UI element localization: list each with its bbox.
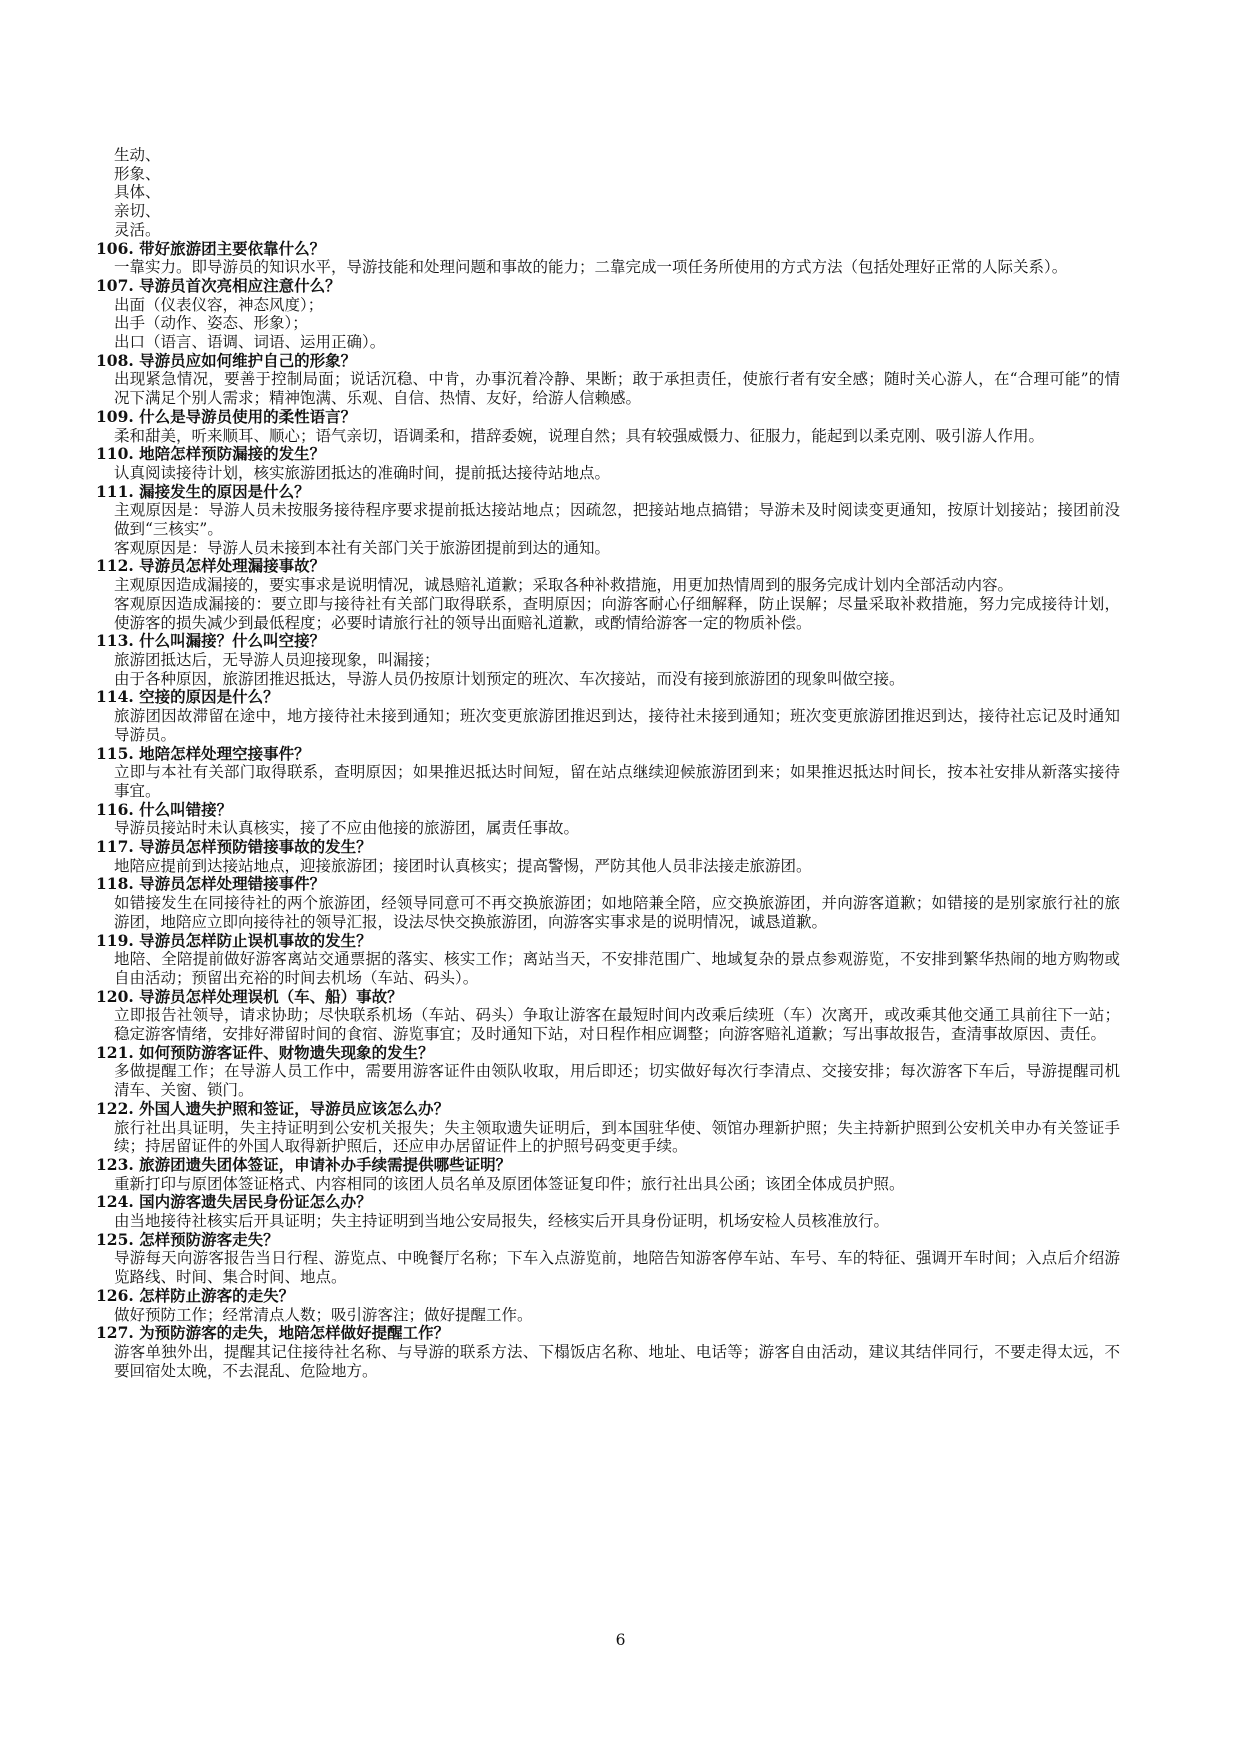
answer-paragraph: 出口（语言、语调、词语、运用正确）。 bbox=[114, 333, 386, 352]
intro-item: 灵活。 bbox=[114, 220, 161, 239]
answer-paragraph: 游客单独外出，提醒其记住接待社名称、与导游的联系方法、下榻饭店名称、地址、电话等；游客自由活动，建议其结伴同行，不要走得太远，不要回宿处太晚，不去混乱、危险地方。 bbox=[114, 1343, 1120, 1380]
document-body bbox=[96, 146, 1120, 1380]
qa-entry bbox=[96, 1231, 1120, 1287]
answer-paragraph: 主观原因是：导游人员未按服务接待程序要求提前抵达接站地点；因疏忽，把接站地点搞错；导游未及时阅读变更通知，按原计划接站；接团前没做到“三核实”。 bbox=[114, 501, 1120, 539]
answer-paragraph: 重新打印与原团体签证格式、内容相同的该团人员名单及原团体签证复印件；旅行社出具公函；该团全体成员护照。 bbox=[114, 1174, 905, 1193]
qa-entry bbox=[96, 445, 1120, 482]
question-heading: 126. 怎样防止游客的走失？ bbox=[96, 1285, 295, 1305]
qa-entry bbox=[96, 688, 1120, 744]
answer-paragraph: 旅行社出具证明，失主持证明到公安机关报失；失主领取遗失证明后，到本国驻华使、领馆办理新护照；失主持新护照到公安机关申办有关签证手续；持居留证件的外国人取得新护照后，还应申办居留证件上的护照号码变更手续。 bbox=[114, 1118, 1120, 1156]
question-heading: 125. 怎样预防游客走失？ bbox=[96, 1229, 279, 1249]
qa-entry bbox=[96, 932, 1120, 988]
question-heading: 117. 导游员怎样预防错接事故的发生？ bbox=[96, 837, 372, 857]
question-heading: 124. 国内游客遗失居民身份证怎么办？ bbox=[96, 1192, 372, 1212]
answer-paragraph: 由于各种原因，旅游团推迟抵达，导游人员仍按原计划预定的班次、车次接站，而没有接到旅游团的现象叫做空接。 bbox=[114, 669, 905, 688]
answer-paragraph: 客观原因是：导游人员未接到本社有关部门关于旅游团提前到达的通知。 bbox=[114, 538, 611, 557]
answer-paragraph: 地陪、全陪提前做好游客离站交通票据的落实、核实工作；离站当天，不安排范围广、地域复杂的景点参观游览，不安排到繁华热闹的地方购物或自由活动；预留出充裕的时间去机场（车站、码头）。 bbox=[114, 950, 1120, 987]
question-heading: 109. 什么是导游员使用的柔性语言？ bbox=[96, 406, 357, 426]
question-heading: 113. 什么叫漏接？什么叫空接？ bbox=[96, 631, 326, 651]
answer-paragraph: 如错接发生在同接待社的两个旅游团，经领导同意可不再交换旅游团；如地陪兼全陪，应交换旅游团，并向游客道歉；如错接的是别家旅行社的旅游团，地陪应立即向接待社的领导汇报，设法尽快交换旅游团，向游客实事求是的说明情况，诚恳道歉。 bbox=[114, 894, 1120, 931]
question-heading: 116. 什么叫错接？ bbox=[96, 799, 233, 819]
question-heading: 123. 旅游团遗失团体签证，申请补办手续需提供哪些证明？ bbox=[96, 1154, 512, 1174]
qa-entry bbox=[96, 1324, 1120, 1380]
question-heading: 127. 为预防游客的走失，地陪怎样做好提醒工作？ bbox=[96, 1323, 450, 1343]
answer-paragraph: 多做提醒工作；在导游人员工作中，需要用游客证件由领队收取，用后即还；切实做好每次行李清点、交接安排；每次游客下车后，导游提醒司机清车、关窗、锁门。 bbox=[114, 1062, 1120, 1100]
question-heading: 106. 带好旅游团主要依靠什么？ bbox=[96, 238, 326, 258]
qa-entry bbox=[96, 1287, 1120, 1324]
answer-paragraph: 柔和甜美，听来顺耳、顺心；语气亲切，语调柔和，措辞委婉，说理自然；具有较强威慑力、征服力，能起到以柔克刚、吸引游人作用。 bbox=[114, 426, 1045, 445]
question-heading: 108. 导游员应如何维护自己的形象？ bbox=[96, 350, 357, 370]
answer-paragraph: 出手（动作、姿态、形象）； bbox=[114, 314, 308, 333]
question-heading: 114. 空接的原因是什么？ bbox=[96, 687, 279, 707]
intro-item: 生动、 bbox=[114, 146, 161, 164]
qa-entry bbox=[96, 838, 1120, 875]
qa-entry bbox=[96, 801, 1120, 838]
qa-entry bbox=[96, 745, 1120, 801]
qa-entry bbox=[96, 1156, 1120, 1193]
qa-entry bbox=[96, 352, 1120, 408]
qa-entry bbox=[96, 1100, 1120, 1156]
question-heading: 119. 导游员怎样防止误机事故的发生？ bbox=[96, 930, 372, 950]
qa-entry bbox=[96, 875, 1120, 931]
question-heading: 118. 导游员怎样处理错接事件？ bbox=[96, 874, 326, 894]
answer-paragraph: 出面（仪表仪容，神态风度）； bbox=[114, 295, 324, 314]
question-heading: 107. 导游员首次亮相应注意什么？ bbox=[96, 275, 341, 295]
question-heading: 115. 地陪怎样处理空接事件？ bbox=[96, 743, 310, 763]
answer-paragraph: 由当地接待社核实后开具证明；失主持证明到当地公安局报失，经核实后开具身份证明，机场安检人员核准放行。 bbox=[114, 1212, 890, 1231]
answer-paragraph: 旅游团因故滞留在途中，地方接待社未接到通知；班次变更旅游团推迟到达，接待社未接到通知；班次变更旅游团推迟到达，接待社忘记及时通知导游员。 bbox=[114, 707, 1120, 744]
answer-paragraph: 认真阅读接待计划，核实旅游团抵达的准确时间，提前抵达接待站地点。 bbox=[114, 463, 611, 482]
question-heading: 112. 导游员怎样处理漏接事故？ bbox=[96, 556, 326, 576]
answer-paragraph: 出现紧急情况，要善于控制局面；说话沉稳、中肯，办事沉着冷静、果断；敢于承担责任，使旅行者有安全感；随时关心游人，在“合理可能”的情况下满足个别人需求；精神饱满、乐观、自信、热情、友好，给游人信赖感。 bbox=[114, 370, 1120, 408]
intro-item: 形象、 bbox=[114, 164, 161, 183]
qa-entry bbox=[96, 557, 1120, 632]
question-heading: 111. 漏接发生的原因是什么？ bbox=[96, 481, 310, 501]
answer-paragraph: 旅游团抵达后，无导游人员迎接现象，叫漏接； bbox=[114, 650, 440, 669]
answer-paragraph: 立即与本社有关部门取得联系，查明原因；如果推迟抵达时间短，留在站点继续迎候旅游团到来；如果推迟抵达时间长，按本社安排从新落实接待事宜。 bbox=[114, 763, 1120, 800]
intro-item: 具体、 bbox=[114, 183, 161, 202]
qa-entry bbox=[96, 240, 1120, 277]
answer-paragraph: 立即报告社领导，请求协助；尽快联系机场（车站、码头）争取让游客在最短时间内改乘后续班（车）次离开，或改乘其他交通工具前往下一站；稳定游客情绪，安排好滞留时间的食宿、游览事宜；及时通知下站，对日程作相应调整；向游客赔礼道歉；写出事故报告，查清事故原因、责任。 bbox=[114, 1006, 1120, 1044]
qa-entry bbox=[96, 408, 1120, 445]
answer-paragraph: 地陪应提前到达接站地点，迎接旅游团；接团时认真核实；提高警惕，严防其他人员非法接走旅游团。 bbox=[114, 856, 812, 875]
answer-paragraph: 一靠实力。即导游员的知识水平，导游技能和处理问题和事故的能力；二靠完成一项任务所使用的方式方法（包括处理好正常的人际关系）。 bbox=[114, 258, 1068, 277]
answer-paragraph: 做好预防工作；经常清点人数；吸引游客注；做好提醒工作。 bbox=[114, 1305, 533, 1324]
answer-paragraph: 客观原因造成漏接的：要立即与接待社有关部门取得联系，查明原因；向游客耐心仔细解释，防止误解；尽量采取补救措施，努力完成接待计划，使游客的损失减少到最低程度；必要时请旅行社的领导出面赔礼道歉，或酌情给游客一定的物质补偿。 bbox=[114, 594, 1120, 632]
answer-paragraph: 导游员接站时未认真核实，接了不应由他接的旅游团，属责任事故。 bbox=[114, 819, 580, 838]
qa-entry bbox=[96, 1193, 1120, 1230]
qa-entry bbox=[96, 988, 1120, 1044]
qa-entry bbox=[96, 632, 1120, 688]
question-heading: 110. 地陪怎样预防漏接的发生？ bbox=[96, 444, 326, 464]
question-heading: 120. 导游员怎样处理误机（车、船）事故？ bbox=[96, 986, 403, 1006]
intro-item: 亲切、 bbox=[114, 202, 161, 221]
answer-paragraph: 导游每天向游客报告当日行程、游览点、中晚餐厅名称；下车入点游览前，地陪告知游客停车站、车号、车的特征、强调开车时间；入点后介绍游览路线、时间、集合时间、地点。 bbox=[114, 1249, 1120, 1287]
question-heading: 122. 外国人遗失护照和签证，导游员应该怎么办？ bbox=[96, 1098, 450, 1118]
question-heading: 121. 如何预防游客证件、财物遗失现象的发生？ bbox=[96, 1042, 434, 1062]
qa-entry bbox=[96, 277, 1120, 352]
qa-entry bbox=[96, 483, 1120, 558]
answer-paragraph: 主观原因造成漏接的，要实事求是说明情况，诚恳赔礼道歉；采取各种补救措施，用更加热情周到的服务完成计划内全部活动内容。 bbox=[114, 576, 1014, 595]
page-number: 6 bbox=[615, 1631, 626, 1649]
qa-entry bbox=[96, 1044, 1120, 1100]
